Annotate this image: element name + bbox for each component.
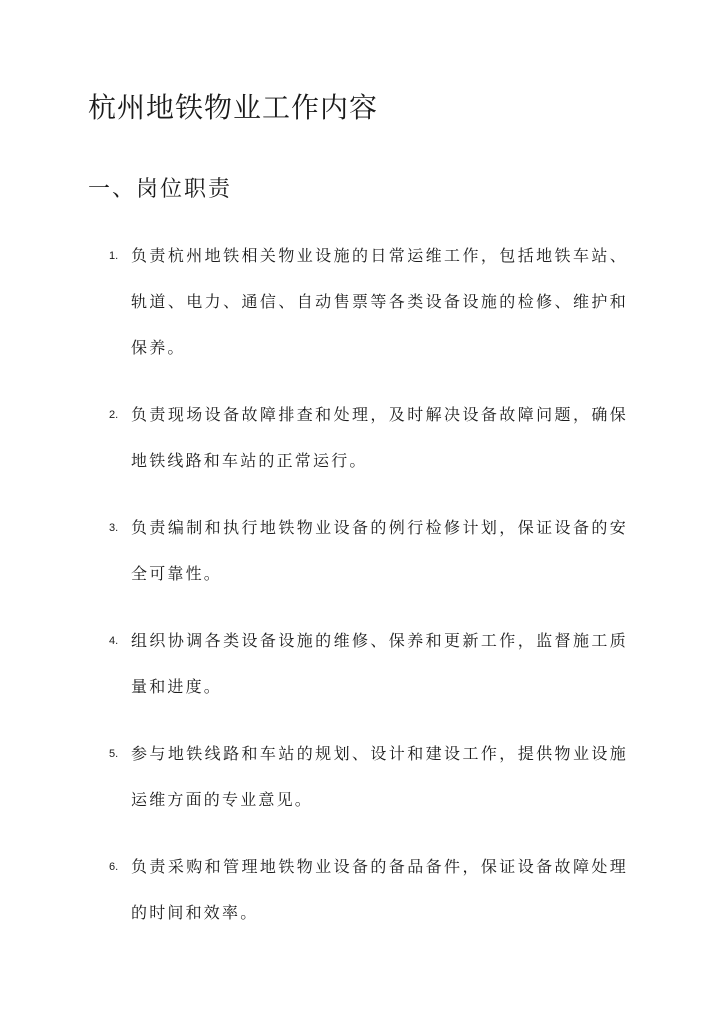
duty-item-number: 1. [109, 250, 119, 262]
section-heading: 一、岗位职责 [88, 177, 233, 202]
duty-item-text: 负责杭州地铁相关物业设施的日常运维工作，包括地铁车站、轨道、电力、通信、自动售票等各类设备设施的检修、维护和保养。 [131, 246, 628, 357]
duty-item-text: 负责编制和执行地铁物业设备的例行检修计划，保证设备的安全可靠性。 [131, 518, 628, 583]
duty-item-number: 6. [109, 861, 119, 873]
document-title: 杭州地铁物业工作内容 [88, 91, 379, 124]
duty-item-text: 负责采购和管理地铁物业设备的备品备件，保证设备故障处理的时间和效率。 [131, 857, 628, 922]
duty-item-number: 5. [109, 748, 119, 760]
duty-item-4 [88, 618, 628, 710]
duty-item-3 [88, 505, 628, 597]
duty-list [88, 233, 628, 957]
duty-item-1 [88, 233, 628, 371]
duty-item-number: 2. [109, 409, 119, 421]
duty-item-6 [88, 844, 628, 936]
duty-item-number: 4. [109, 635, 119, 647]
duty-item-5 [88, 731, 628, 823]
duty-item-text: 负责现场设备故障排查和处理，及时解决设备故障问题，确保地铁线路和车站的正常运行。 [131, 405, 628, 470]
duty-item-text: 组织协调各类设备设施的维修、保养和更新工作，监督施工质量和进度。 [131, 631, 628, 696]
duty-item-text: 参与地铁线路和车站的规划、设计和建设工作，提供物业设施运维方面的专业意见。 [131, 744, 628, 809]
duty-item-2 [88, 392, 628, 484]
duty-item-number: 3. [109, 522, 119, 534]
